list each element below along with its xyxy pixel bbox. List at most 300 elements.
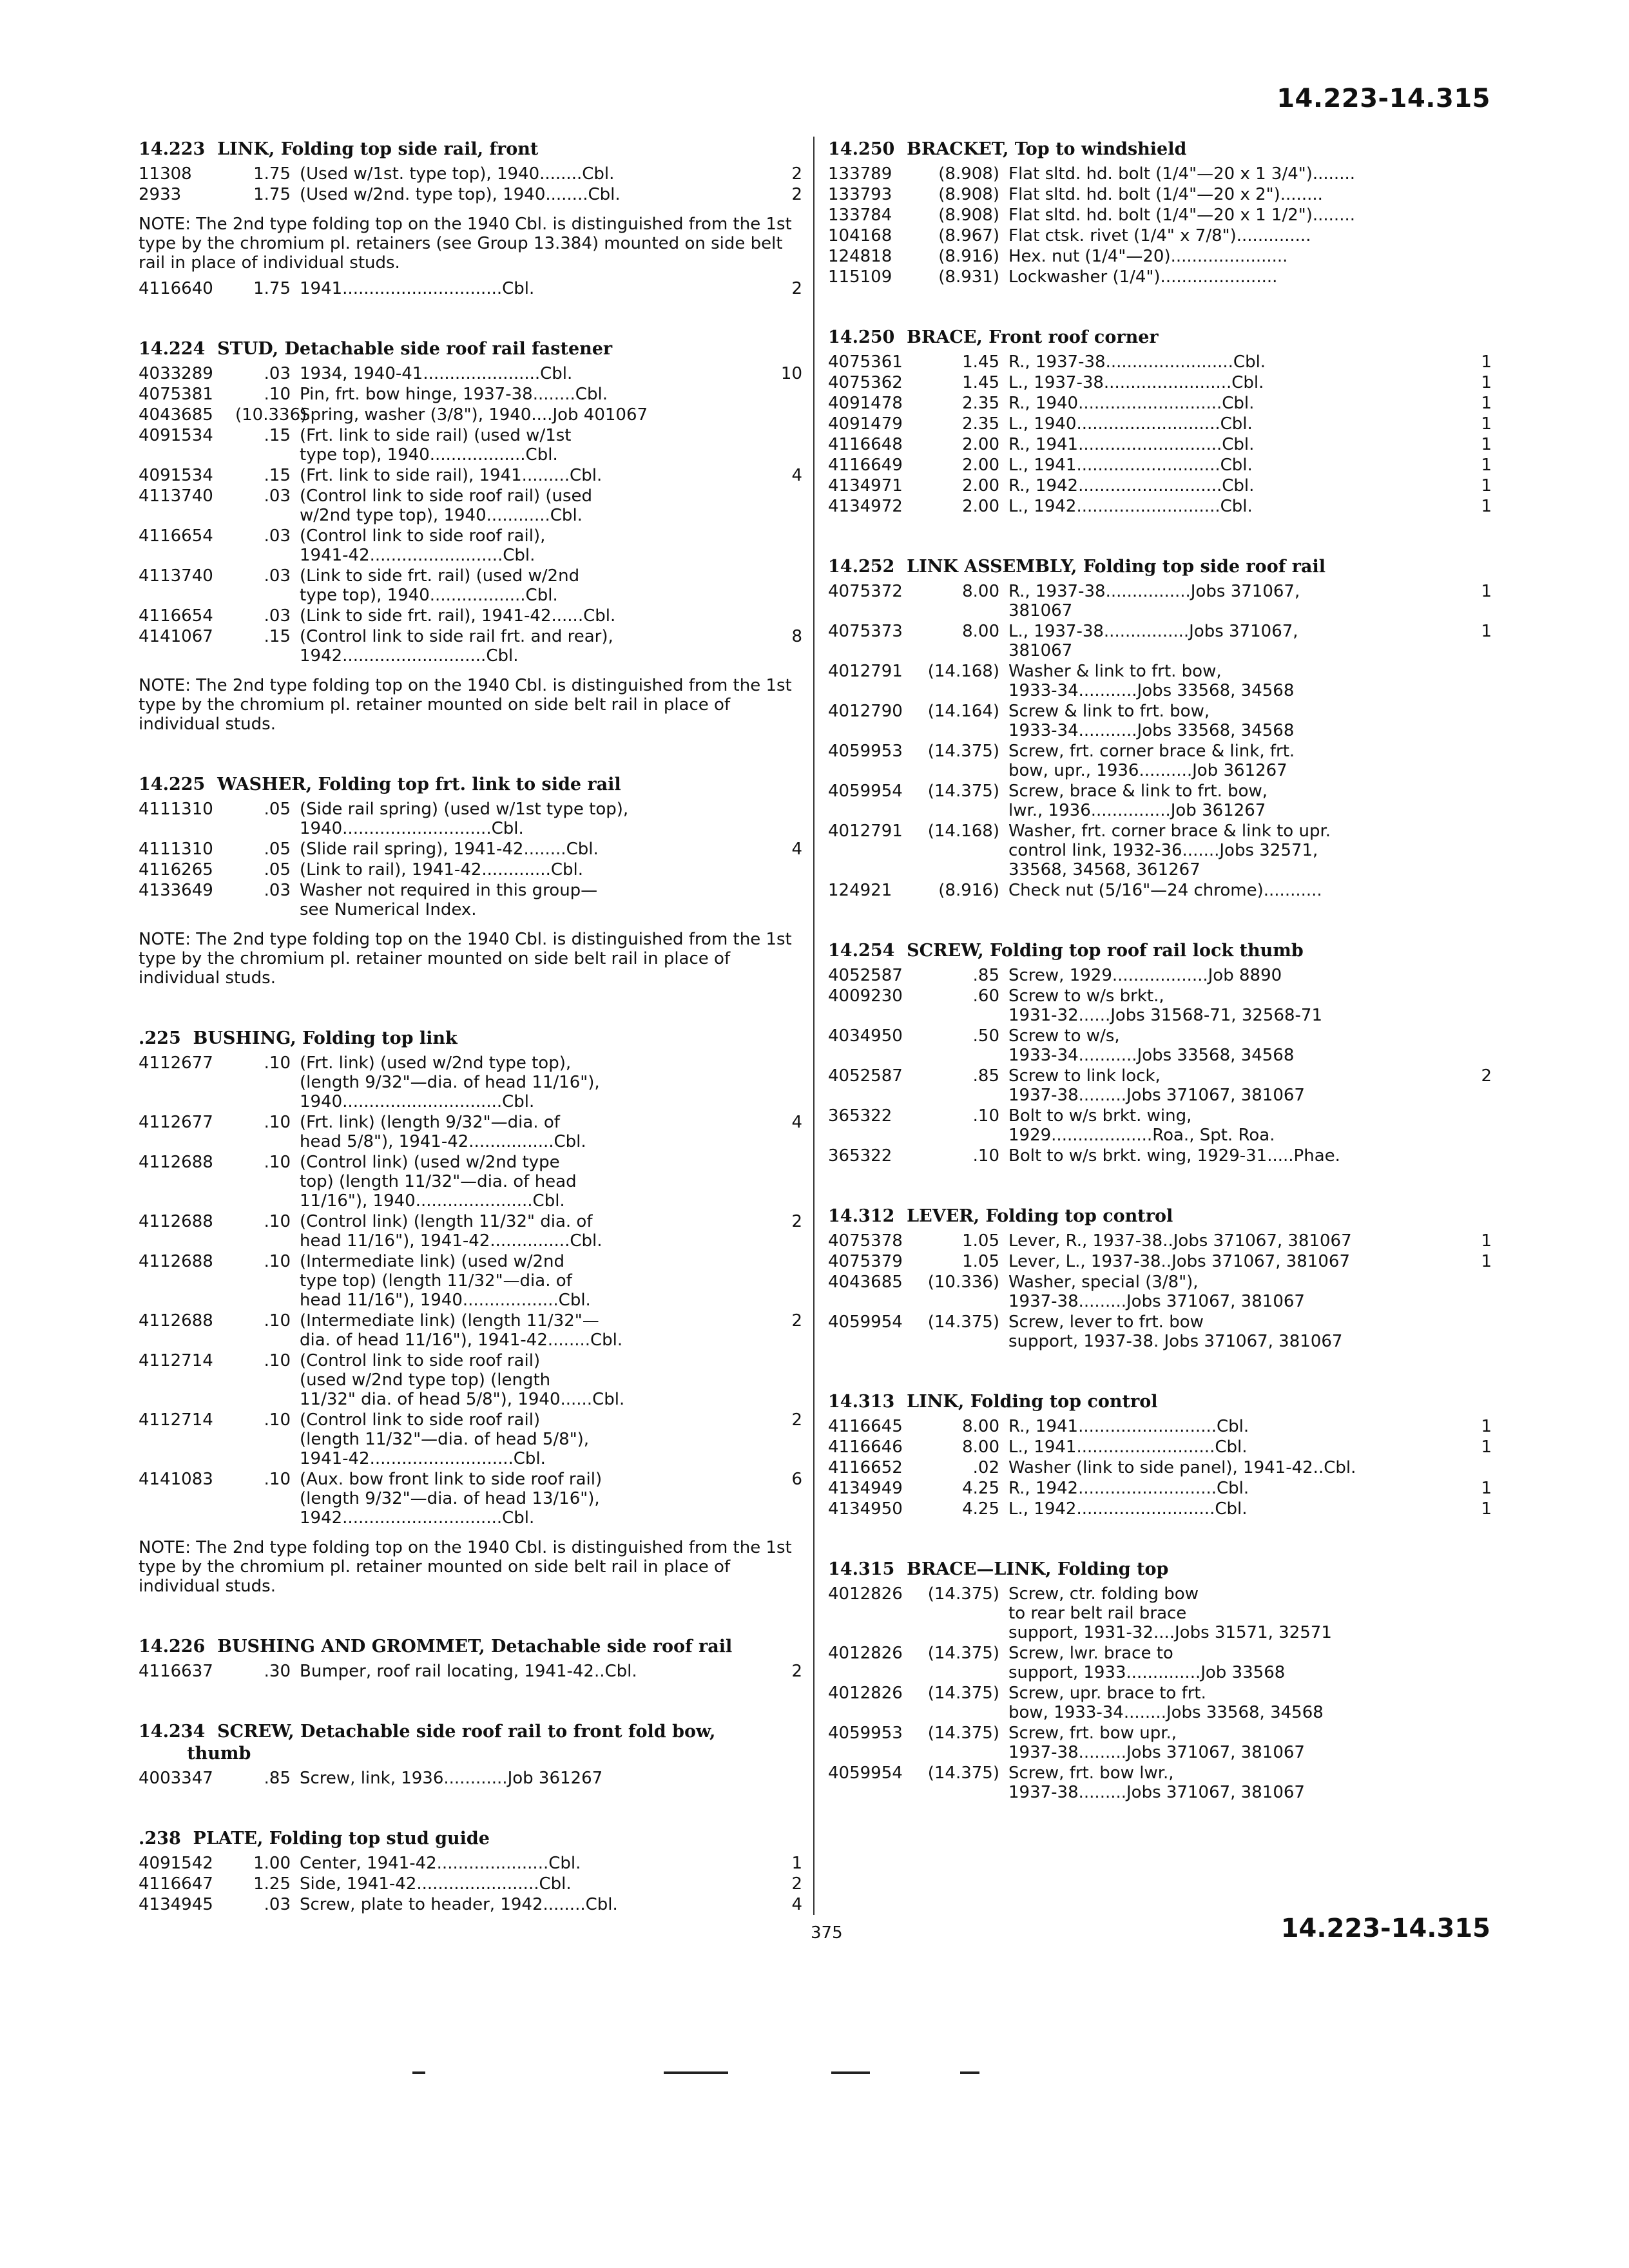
parts-row [828, 782, 1492, 820]
part-number: 124818 [828, 247, 892, 266]
price: .10 [972, 1146, 999, 1166]
section-heading: 14.226 BUSHING AND GROMMET, Detachable side roof rail [139, 1637, 733, 1657]
parts-section [139, 1721, 802, 1788]
quantity: 2 [791, 1874, 802, 1894]
quantity: 1 [1481, 352, 1492, 372]
part-number: 4111310 [139, 840, 213, 859]
section-heading: 14.223 LINK, Folding top side rail, front [139, 139, 539, 159]
quantity: 8 [791, 627, 802, 646]
part-number: 124921 [828, 881, 892, 900]
page-range-header: 14.223-14.315 [1277, 84, 1490, 113]
price: 2.00 [962, 456, 999, 475]
section-heading: 14.254 SCREW, Folding top roof rail lock thumb [828, 941, 1304, 961]
quantity: 2 [791, 185, 802, 204]
quantity: 1 [791, 1854, 802, 1873]
parts-row [828, 742, 1492, 780]
parts-section [139, 1028, 802, 1596]
quantity [773, 1252, 802, 1310]
quantity [1462, 1458, 1492, 1477]
price: .10 [264, 1113, 291, 1132]
quantity [773, 860, 802, 879]
part-number: 4116645 [828, 1417, 903, 1436]
price: (14.375) [927, 1644, 999, 1663]
description: R., 1941...........................Cbl. [1008, 435, 1255, 454]
description: (Frt. link to side rail) (used w/1st type top), 1940..................Cbl. [300, 426, 572, 465]
price: (14.375) [927, 1584, 999, 1604]
quantity: 1 [1481, 394, 1492, 413]
description: Check nut (5/16"—24 chrome)........... [1008, 881, 1322, 900]
part-number: 365322 [828, 1146, 892, 1166]
parts-row [139, 1662, 802, 1681]
part-number: 4034950 [828, 1026, 903, 1046]
description: L., 1941...........................Cbl. [1008, 456, 1253, 475]
part-number: 4116654 [139, 526, 213, 546]
description: (Link to side frt. rail), 1941-42......Cbl. [300, 606, 616, 626]
quantity [1462, 966, 1492, 985]
quantity [773, 1769, 802, 1788]
part-number: 4116648 [828, 435, 903, 454]
description: (Frt. link) (used w/2nd type top), (length 9/32"—dia. of head 11/16"), 1940..............................Cbl. [300, 1053, 600, 1111]
price: (14.164) [927, 702, 999, 721]
parts-row [139, 881, 802, 919]
price: 1.75 [253, 185, 291, 204]
description: Side, 1941-42.......................Cbl. [300, 1874, 572, 1894]
price: 1.75 [253, 164, 291, 184]
quantity: 2 [1481, 1066, 1492, 1086]
part-number: 4075373 [828, 622, 903, 641]
description: Screw to w/s, 1933-34...........Jobs 33568, 34568 [1008, 1026, 1295, 1065]
scan-artifact [960, 2071, 979, 2074]
part-number: 4091479 [828, 414, 903, 434]
parts-section [828, 1559, 1492, 1802]
description: (Control link to side roof rail), 1941-42.........................Cbl. [300, 526, 546, 565]
quantity [1462, 1584, 1492, 1642]
page-range-footer: 14.223-14.315 [1280, 1914, 1490, 1943]
section-heading: 14.312 LEVER, Folding top control [828, 1206, 1173, 1226]
part-number: 4112714 [139, 1410, 213, 1430]
price: .10 [264, 1410, 291, 1430]
description: (Aux. bow front link to side roof rail) (length 9/32"—dia. of head 13/16"), 1942..............................Cbl. [300, 1470, 602, 1528]
quantity [1462, 1273, 1492, 1311]
parts-row [828, 1499, 1492, 1519]
parts-row [139, 1212, 802, 1251]
part-number: 4075378 [828, 1231, 903, 1251]
price: .15 [264, 466, 291, 485]
parts-row [139, 279, 802, 298]
part-number: 4059954 [828, 782, 903, 801]
price: (14.168) [927, 662, 999, 681]
description: Hex. nut (1/4"—20)...................... [1008, 247, 1288, 266]
part-number: 4012791 [828, 662, 903, 681]
price: (8.916) [938, 247, 999, 266]
description: (Link to side frt. rail) (used w/2nd type top), 1940..................Cbl. [300, 566, 580, 605]
price: (14.375) [927, 1763, 999, 1783]
scan-artifact [664, 2071, 728, 2074]
parts-row [828, 1106, 1492, 1145]
part-number: 4091478 [828, 394, 903, 413]
quantity [773, 1351, 802, 1409]
description: Flat sltd. hd. bolt (1/4"—20 x 1 3/4")........ [1008, 164, 1355, 184]
parts-section [828, 327, 1492, 516]
section-heading: 14.225 WASHER, Folding top frt. link to side rail [139, 774, 621, 794]
price: .03 [264, 1895, 291, 1914]
quantity [1462, 1106, 1492, 1145]
part-number: 4043685 [828, 1273, 903, 1292]
part-number: 4111310 [139, 800, 213, 819]
parts-section [828, 139, 1492, 287]
quantity [1462, 782, 1492, 820]
description: Flat sltd. hd. bolt (1/4"—20 x 1 1/2")........ [1008, 206, 1355, 225]
price: .85 [972, 1066, 999, 1086]
quantity: 2 [791, 1311, 802, 1331]
price: (8.908) [938, 185, 999, 204]
part-number: 133793 [828, 185, 892, 204]
part-number: 2933 [139, 185, 182, 204]
parts-row [828, 476, 1492, 495]
price: (14.375) [927, 1312, 999, 1332]
scan-artifact [412, 2071, 425, 2074]
part-number: 4134950 [828, 1499, 903, 1519]
description: (Used w/1st. type top), 1940........Cbl. [300, 164, 615, 184]
price: 8.00 [962, 1417, 999, 1436]
price: 8.00 [962, 582, 999, 601]
part-number: 4012826 [828, 1684, 903, 1703]
price: .02 [972, 1458, 999, 1477]
description: Spring, washer (3/8"), 1940....Job 401067 [300, 405, 648, 425]
quantity: 10 [780, 364, 802, 383]
description: R., 1942..........................Cbl. [1008, 1479, 1249, 1498]
description: Lever, L., 1937-38..Jobs 371067, 381067 [1008, 1252, 1350, 1271]
price: 2.35 [962, 414, 999, 434]
part-number: 115109 [828, 267, 892, 287]
parts-row [828, 1066, 1492, 1105]
price: 2.00 [962, 497, 999, 516]
price: 2.00 [962, 476, 999, 495]
section-heading: 14.252 LINK ASSEMBLY, Folding top side roof rail [828, 557, 1325, 577]
parts-row [139, 1153, 802, 1211]
part-number: 4091534 [139, 466, 213, 485]
price: .30 [264, 1662, 291, 1681]
quantity [1462, 164, 1492, 184]
section-heading: 14.313 LINK, Folding top control [828, 1392, 1158, 1412]
description: Bumper, roof rail locating, 1941-42..Cbl. [300, 1662, 637, 1681]
part-number: 11308 [139, 164, 192, 184]
part-number: 4134971 [828, 476, 903, 495]
part-number: 4116265 [139, 860, 213, 879]
part-number: 4033289 [139, 364, 213, 383]
description: R., 1940...........................Cbl. [1008, 394, 1255, 413]
description: Flat sltd. hd. bolt (1/4"—20 x 2")........ [1008, 185, 1323, 204]
quantity: 1 [1481, 1437, 1492, 1457]
parts-row [828, 1458, 1492, 1477]
price: 1.00 [253, 1854, 291, 1873]
price: 1.05 [962, 1231, 999, 1251]
description: Center, 1941-42.....................Cbl. [300, 1854, 581, 1873]
parts-row [828, 373, 1492, 392]
quantity: 1 [1481, 435, 1492, 454]
part-number: 4052587 [828, 1066, 903, 1086]
quantity [1462, 1724, 1492, 1762]
parts-row [139, 1311, 802, 1350]
part-number: 4012826 [828, 1644, 903, 1663]
part-number: 4091534 [139, 426, 213, 445]
description: Lever, R., 1937-38..Jobs 371067, 381067 [1008, 1231, 1352, 1251]
right-column [828, 139, 1492, 1842]
parts-section [139, 139, 802, 298]
price: .10 [264, 1153, 291, 1172]
quantity [1462, 267, 1492, 287]
scan-artifact [831, 2071, 870, 2074]
parts-row [139, 606, 802, 626]
parts-row [139, 1895, 802, 1914]
description: (Side rail spring) (used w/1st type top), 1940............................Cbl. [300, 800, 629, 838]
description: L., 1942..........................Cbl. [1008, 1499, 1248, 1519]
price: (8.967) [938, 226, 999, 245]
quantity: 1 [1481, 582, 1492, 601]
quantity [773, 1053, 802, 1111]
quantity: 1 [1481, 497, 1492, 516]
part-number: 4113740 [139, 566, 213, 586]
price: .03 [264, 566, 291, 586]
section-heading: 14.224 STUD, Detachable side roof rail fastener [139, 339, 613, 359]
parts-row [828, 206, 1492, 225]
price: .03 [264, 526, 291, 546]
part-number: 4075362 [828, 373, 903, 392]
quantity [773, 566, 802, 605]
quantity: 4 [791, 466, 802, 485]
parts-section [828, 1206, 1492, 1351]
quantity: 6 [791, 1470, 802, 1489]
description: R., 1941..........................Cbl. [1008, 1417, 1249, 1436]
parts-row [139, 164, 802, 184]
description: (Slide rail spring), 1941-42........Cbl. [300, 840, 599, 859]
description: Screw to w/s brkt., 1931-32......Jobs 31568-71, 32568-71 [1008, 986, 1322, 1025]
description: (Control link to side roof rail) (length 11/32"—dia. of head 5/8"), 1941-42...........................Cbl. [300, 1410, 590, 1468]
parts-row [139, 405, 802, 425]
quantity: 1 [1481, 456, 1492, 475]
price: (14.168) [927, 822, 999, 841]
parts-row [828, 497, 1492, 516]
quantity: 4 [791, 840, 802, 859]
quantity [773, 385, 802, 404]
parts-row [828, 1146, 1492, 1166]
part-number: 4059954 [828, 1763, 903, 1783]
part-number: 4116637 [139, 1662, 213, 1681]
description: Screw, plate to header, 1942........Cbl. [300, 1895, 618, 1914]
quantity [1462, 986, 1492, 1025]
part-number: 4043685 [139, 405, 213, 425]
parts-section [828, 1391, 1492, 1519]
quantity: 1 [1481, 1499, 1492, 1519]
quantity [1462, 822, 1492, 879]
quantity: 2 [791, 1410, 802, 1430]
price: 8.00 [962, 622, 999, 641]
description: Screw, brace & link to frt. bow, lwr., 1936...............Job 361267 [1008, 782, 1268, 820]
parts-section [139, 338, 802, 734]
part-number: 4059954 [828, 1312, 903, 1332]
part-number: 4112677 [139, 1053, 213, 1073]
parts-row [828, 185, 1492, 204]
price: .15 [264, 426, 291, 445]
part-number: 4112714 [139, 1351, 213, 1370]
price: 2.35 [962, 394, 999, 413]
price: 1.45 [962, 373, 999, 392]
part-number: 4003347 [139, 1769, 213, 1788]
parts-row [828, 394, 1492, 413]
left-column [139, 139, 802, 1954]
part-number: 4116647 [139, 1874, 213, 1894]
part-number: 4141083 [139, 1470, 213, 1489]
section-note: NOTE: The 2nd type folding top on the 1940 Cbl. is distinguished from the 1st type by the chromium pl. retainer mounted on side belt rail in place of individual studs. [139, 676, 792, 734]
price: .03 [264, 486, 291, 506]
description: Screw, lever to frt. bow support, 1937-38. Jobs 371067, 381067 [1008, 1312, 1343, 1351]
parts-row [828, 1763, 1492, 1802]
price: .03 [264, 881, 291, 900]
parts-row [828, 1684, 1492, 1722]
parts-row [828, 352, 1492, 372]
quantity [773, 800, 802, 838]
parts-row [139, 860, 802, 879]
quantity [1462, 206, 1492, 225]
description: L., 1940...........................Cbl. [1008, 414, 1253, 434]
section-heading: .238 PLATE, Folding top stud guide [139, 1829, 490, 1849]
parts-row [139, 364, 802, 383]
description: Bolt to w/s brkt. wing, 1929-31.....Phae. [1008, 1146, 1340, 1166]
price: (8.916) [938, 881, 999, 900]
description: R., 1942...........................Cbl. [1008, 476, 1255, 495]
parts-section [828, 556, 1492, 900]
description: Washer & link to frt. bow, 1933-34...........Jobs 33568, 34568 [1008, 662, 1295, 700]
parts-row [828, 1584, 1492, 1642]
price: (14.375) [927, 782, 999, 801]
quantity [1462, 1312, 1492, 1351]
price: 8.00 [962, 1437, 999, 1457]
quantity: 1 [1481, 373, 1492, 392]
part-number: 133784 [828, 206, 892, 225]
price: .03 [264, 364, 291, 383]
parts-row [828, 1026, 1492, 1065]
parts-row [828, 1312, 1492, 1351]
description: 1941..............................Cbl. [300, 279, 535, 298]
quantity: 2 [791, 164, 802, 184]
quantity [1462, 247, 1492, 266]
description: Screw, frt. bow lwr., 1937-38.........Jobs 371067, 381067 [1008, 1763, 1305, 1802]
quantity [1462, 1644, 1492, 1682]
part-number: 4112688 [139, 1311, 213, 1331]
part-number: 4112688 [139, 1153, 213, 1172]
parts-row [828, 662, 1492, 700]
quantity: 1 [1481, 414, 1492, 434]
parts-row [828, 822, 1492, 879]
description: L., 1937-38................Jobs 371067, 381067 [1008, 622, 1298, 660]
quantity [1462, 226, 1492, 245]
part-number: 4009230 [828, 986, 903, 1006]
quantity: 2 [791, 1662, 802, 1681]
price: 1.45 [962, 352, 999, 372]
section-heading: .225 BUSHING, Folding top link [139, 1028, 458, 1048]
quantity: 1 [1481, 1479, 1492, 1498]
price: (8.908) [938, 164, 999, 184]
quantity: 2 [791, 1212, 802, 1231]
quantity: 1 [1481, 476, 1492, 495]
quantity [1462, 1763, 1492, 1802]
price: .05 [264, 860, 291, 879]
part-number: 4112677 [139, 1113, 213, 1132]
price: .10 [264, 1252, 291, 1271]
parts-section [139, 774, 802, 988]
part-number: 4075372 [828, 582, 903, 601]
price: .60 [972, 986, 999, 1006]
part-number: 4075361 [828, 352, 903, 372]
parts-row [828, 435, 1492, 454]
part-number: 4116646 [828, 1437, 903, 1457]
parts-row [139, 1113, 802, 1151]
description: Flat ctsk. rivet (1/4" x 7/8").............. [1008, 226, 1311, 245]
parts-row [828, 267, 1492, 287]
parts-row [828, 622, 1492, 660]
description: Screw, frt. corner brace & link, frt. bow, upr., 1936..........Job 361267 [1008, 742, 1295, 780]
parts-row [139, 486, 802, 525]
parts-section [139, 1828, 802, 1914]
price: (14.375) [927, 742, 999, 761]
description: Bolt to w/s brkt. wing, 1929...................Roa., Spt. Roa. [1008, 1106, 1275, 1145]
column-divider [813, 137, 815, 1915]
quantity [773, 526, 802, 565]
part-number: 4012826 [828, 1584, 903, 1604]
quantity [1462, 742, 1492, 780]
description: Screw & link to frt. bow, 1933-34...........Jobs 33568, 34568 [1008, 702, 1295, 740]
quantity [773, 881, 802, 919]
section-note: NOTE: The 2nd type folding top on the 1940 Cbl. is distinguished from the 1st type by the chromium pl. retainer mounted on side belt rail in place of individual studs. [139, 930, 792, 988]
price: .05 [264, 840, 291, 859]
part-number: 4134972 [828, 497, 903, 516]
part-number: 4113740 [139, 486, 213, 506]
description: Washer not required in this group— see Numerical Index. [300, 881, 598, 919]
parts-row [139, 800, 802, 838]
parts-row [139, 1769, 802, 1788]
parts-row [139, 1470, 802, 1528]
parts-row [139, 1874, 802, 1894]
section-note: NOTE: The 2nd type folding top on the 1940 Cbl. is distinguished from the 1st type by the chromium pl. retainers (see Group 13.384) mounted on side belt rail in place of individual studs. [139, 215, 792, 273]
price: 4.25 [962, 1479, 999, 1498]
description: Washer (link to side panel), 1941-42..Cbl. [1008, 1458, 1356, 1477]
description: (Control link to side roof rail) (used w/2nd type top) (length 11/32" dia. of head 5/8"), 1940......Cbl. [300, 1351, 625, 1409]
price: 1.75 [253, 279, 291, 298]
price: (8.931) [938, 267, 999, 287]
quantity [1462, 185, 1492, 204]
description: Screw, ctr. folding bow to rear belt rail brace support, 1931-32....Jobs 31571, 32571 [1008, 1584, 1332, 1642]
price: (10.336) [927, 1273, 999, 1292]
parts-row [828, 1273, 1492, 1311]
description: L., 1942...........................Cbl. [1008, 497, 1253, 516]
description: (Frt. link to side rail), 1941.........Cbl. [300, 466, 602, 485]
part-number: 4059953 [828, 1724, 903, 1743]
quantity [1462, 702, 1492, 740]
description: 1934, 1940-41......................Cbl. [300, 364, 573, 383]
description: (Frt. link) (length 9/32"—dia. of head 5/8"), 1941-42................Cbl. [300, 1113, 586, 1151]
part-number: 4112688 [139, 1212, 213, 1231]
price: .05 [264, 800, 291, 819]
price: .10 [264, 1053, 291, 1073]
price: .10 [264, 1212, 291, 1231]
description: Lockwasher (1/4")...................... [1008, 267, 1278, 287]
parts-section [828, 940, 1492, 1166]
price: 1.25 [253, 1874, 291, 1894]
price: .03 [264, 606, 291, 626]
section-heading: 14.250 BRACKET, Top to windshield [828, 139, 1187, 159]
quantity [1462, 1146, 1492, 1166]
description: Screw, frt. bow upr., 1937-38.........Jobs 371067, 381067 [1008, 1724, 1305, 1762]
